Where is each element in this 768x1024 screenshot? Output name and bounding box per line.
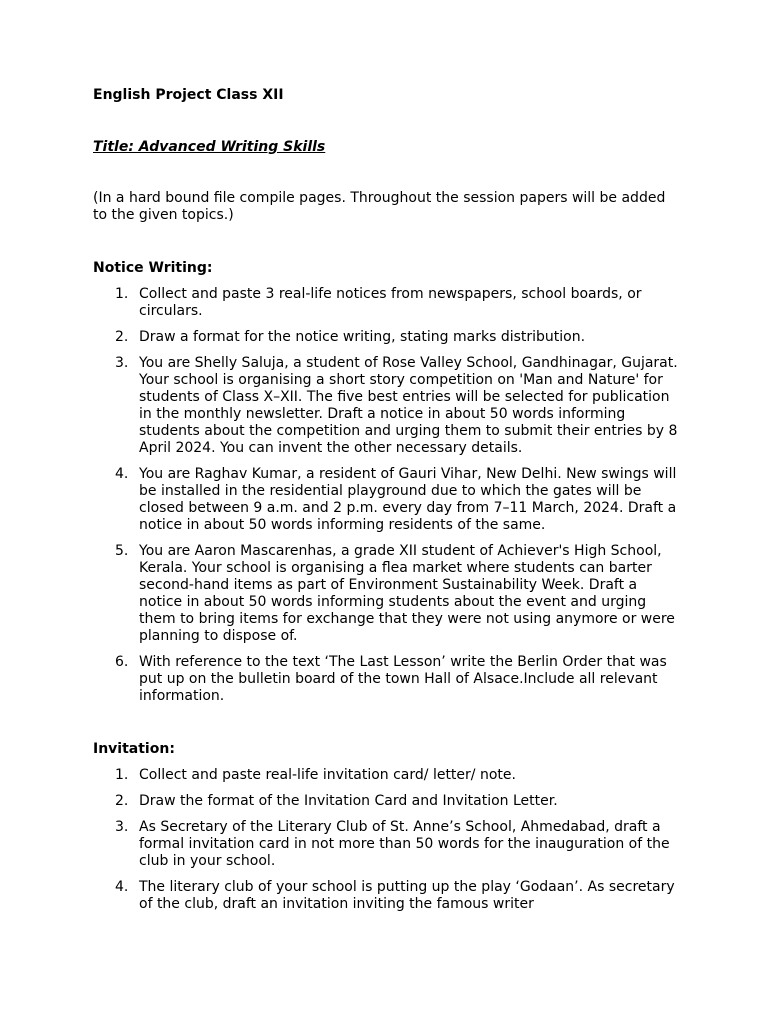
intro-paragraph: (In a hard bound file compile pages. Throughout the session papers will be added to the given topics.) [93, 190, 666, 223]
list-item-text: You are Shelly Saluja, a student of Rose Valley School, Gandhinagar, Gujarat. Your school is organising a short story competition on 'Man and Nature' for students of Class X–XII. The five best entries will be selected for publication in the monthly newsletter. Draft a notice in about 50 words informing students about the competition and urging them to submit their entries by 8 April 2024. You can invent the other necessary details. [139, 355, 678, 456]
list-item-text: Draw the format of the Invitation Card and Invitation Letter. [139, 793, 558, 809]
notice-writing-list [93, 286, 683, 705]
list-item [93, 286, 683, 320]
list-item-text: Collect and paste real-life invitation card/ letter/ note. [139, 767, 516, 783]
list-item [93, 793, 683, 810]
invitation-heading: Invitation: [93, 741, 175, 757]
document-subtitle: Title: Advanced Writing Skills [93, 139, 326, 155]
list-item-text: You are Aaron Mascarenhas, a grade XII student of Achiever's High School, Kerala. Your school is organising a flea market where students can barter second-hand items as part of Environment Sustainability Week. Draft a notice in about 50 words informing students about the event and urging them to bring items for exchange that they were not using anymore or were planning to dispose of. [139, 543, 675, 644]
list-item-text: With reference to the text ‘The Last Lesson’ write the Berlin Order that was put up on the bulletin board of the town Hall of Alsace.Include all relevant information. [139, 654, 667, 704]
list-item [93, 879, 683, 913]
list-item-number: 3. [115, 355, 129, 371]
list-item-text: Draw a format for the notice writing, stating marks distribution. [139, 329, 586, 345]
list-item [93, 543, 683, 645]
document-page [93, 86, 683, 922]
list-item-number: 6. [115, 654, 129, 670]
list-item [93, 654, 683, 705]
list-item-text: The literary club of your school is putting up the play ‘Godaan’. As secretary of the club, draft an invitation inviting the famous writer [139, 879, 675, 912]
list-item-text: As Secretary of the Literary Club of St. Anne’s School, Ahmedabad, draft a formal invitation card in not more than 50 words for the inauguration of the club in your school. [139, 819, 670, 869]
list-item [93, 466, 683, 534]
document-title: English Project Class XII [93, 87, 284, 103]
invitation-list [93, 767, 683, 913]
list-item-number: 4. [115, 879, 129, 895]
list-item-text: Collect and paste 3 real-life notices from newspapers, school boards, or circulars. [139, 286, 642, 319]
list-item-number: 4. [115, 466, 129, 482]
list-item [93, 329, 683, 346]
list-item [93, 819, 683, 870]
list-item-number: 2. [115, 329, 129, 345]
list-item-number: 1. [115, 286, 129, 302]
list-item-number: 2. [115, 793, 129, 809]
list-item-number: 1. [115, 767, 129, 783]
list-item-text: You are Raghav Kumar, a resident of Gauri Vihar, New Delhi. New swings will be installed in the residential playground due to which the gates will be closed between 9 a.m. and 2 p.m. every day from 7–11 March, 2024. Draft a notice in about 50 words informing residents of the same. [139, 466, 677, 533]
list-item [93, 767, 683, 784]
notice-writing-heading: Notice Writing: [93, 260, 213, 276]
list-item-number: 5. [115, 543, 129, 559]
list-item [93, 355, 683, 457]
list-item-number: 3. [115, 819, 129, 835]
